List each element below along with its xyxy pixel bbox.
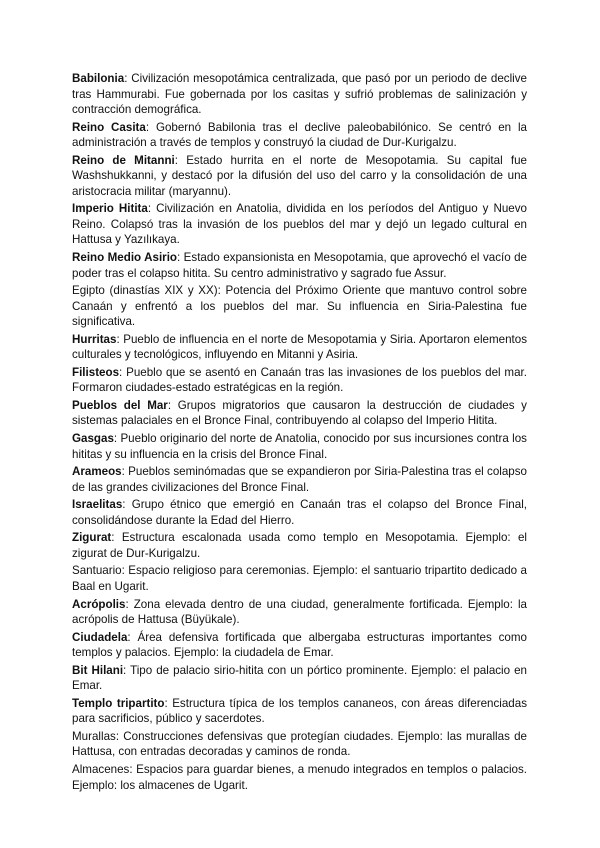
- entry-separator: :: [125, 597, 134, 611]
- entry-term: Templo tripartito: [72, 696, 165, 710]
- entry-definition: Gobernó Babilonia tras el declive paleobabilónico. Se centró en la administración a través de templos y construyó la ciudad de Dur-Kurigalzu.: [72, 120, 527, 150]
- entry-separator: :: [111, 531, 122, 545]
- entry-term: Reino Casita: [72, 120, 146, 134]
- entry-separator: :: [122, 498, 132, 512]
- entry-definition: Pueblos seminómadas que se expandieron por Siria-Palestina tras el colapso de las grandes civilizaciones del Bronce Final.: [72, 465, 527, 494]
- entry-definition: Estado expansionista en Mesopotamia, que aprovechó el vacío de poder tras el colapso hitita. Su centro administrativo y sagrado fue Assur.: [72, 251, 527, 280]
- glossary-entry-arameos: [72, 464, 527, 495]
- entry-separator: :: [127, 630, 138, 644]
- glossary-entry-zigurat: [72, 530, 527, 561]
- entry-definition: Grupo étnico que emergió en Canaán tras el colapso del Bronce Final, consolidándose durante la Edad del Hierro.: [72, 498, 527, 527]
- entry-term: Almacenes: [72, 762, 130, 776]
- glossary-entry-almacenes: [72, 762, 527, 793]
- glossary-entry-santuario: [72, 563, 527, 594]
- entry-definition: Grupos migratorios que causaron la destrucción de ciudades y sistemas palaciales en el Bronce Final, contribuyendo al colapso del Imperio Hitita.: [72, 398, 527, 428]
- entry-separator: :: [124, 72, 132, 85]
- entry-term: Bit Hilani: [72, 663, 124, 677]
- entry-separator: :: [119, 365, 127, 379]
- entry-definition: Estado hurrita en el norte de Mesopotamia. Su capital fue Washshukkanni, y destacó por la difusión del uso del carro y la consolidación de una aristocracia militar (maryannu).: [72, 153, 527, 198]
- entry-term: Israelitas: [72, 498, 123, 512]
- glossary-entry-filisteos: [72, 365, 527, 396]
- entry-term: Babilonia: [72, 72, 125, 85]
- entry-separator: :: [147, 202, 157, 216]
- glossary-entry-hurritas: [72, 332, 527, 363]
- entry-separator: :: [164, 696, 173, 710]
- entry-term: Santuario: [72, 564, 122, 578]
- document-page: [72, 71, 527, 795]
- entry-definition: Pueblo de influencia en el norte de Mesopotamia y Siria. Aportaron elementos culturales y tecnológicos, influyendo en Mitanni y Asiria.: [72, 332, 527, 362]
- glossary-entry-imperio-hitita: [72, 201, 527, 248]
- entry-definition: Potencia del Próximo Oriente que mantuvo control sobre Canaán y enfrentó a los pueblos del mar. Su influencia en Siria-Palestina fue significativa.: [72, 284, 527, 329]
- entry-separator: :: [121, 564, 129, 578]
- entry-separator: :: [217, 284, 226, 298]
- entry-separator: :: [174, 153, 187, 167]
- entry-separator: :: [145, 120, 156, 134]
- glossary-entry-acropolis: [72, 597, 527, 628]
- glossary-entry-reino-de-mitanni: [72, 153, 527, 200]
- entry-separator: :: [121, 465, 129, 479]
- entry-term: Reino Medio Asirio: [72, 251, 177, 265]
- glossary-entry-pueblos-del-mar: [72, 398, 527, 429]
- entry-definition: Área defensiva fortificada que albergaba estructuras importantes como templos y palacios. Ejemplo: la ciudadela de Emar.: [72, 630, 527, 660]
- entry-separator: :: [167, 398, 178, 412]
- entry-definition: Espacio religioso para ceremonias. Ejemplo: el santuario tripartito dedicado a Baal en Ugarit.: [72, 564, 527, 593]
- entry-term: Imperio Hitita: [72, 202, 148, 216]
- entry-definition: Pueblo originario del norte de Anatolia, conocido por sus incursiones contra los hititas y su influencia en la crisis del Bronce Final.: [72, 432, 527, 461]
- glossary-entry-templo-tripartito: [72, 696, 527, 727]
- entry-term: Egipto (dinastías XIX y XX): [72, 284, 218, 298]
- entry-term: Reino de Mitanni: [72, 153, 175, 167]
- entry-separator: :: [116, 332, 124, 346]
- entry-definition: Civilización mesopotámica centralizada, que pasó por un periodo de declive tras Hammurabi. Fue gobernada por los casitas y sufrió problemas de salinización y contracción demográfica.: [72, 72, 527, 117]
- entry-term: Gasgas: [72, 432, 114, 446]
- entry-definition: Estructura escalonada usada como templo en Mesopotamia. Ejemplo: el zigurat de Dur-Kurigalzu.: [72, 531, 527, 560]
- entry-term: Murallas: [72, 729, 116, 743]
- glossary-entry-israelitas: [72, 497, 527, 528]
- entry-definition: Construcciones defensivas que protegían ciudades. Ejemplo: las murallas de Hattusa, con entradas decoradas y caminos de ronda.: [72, 729, 527, 759]
- entry-term: Zigurat: [72, 531, 112, 545]
- entry-term: Hurritas: [72, 332, 117, 346]
- entry-definition: Zona elevada dentro de una ciudad, generalmente fortificada. Ejemplo: la acrópolis de Hattusa (Büyükale).: [72, 597, 527, 627]
- entry-definition: Civilización en Anatolia, dividida en los períodos del Antiguo y Nuevo Reino. Colapsó tras la invasión de los pueblos del mar y dejó un legado cultural en Hattusa y Yazılıkaya.: [72, 202, 527, 247]
- glossary-entry-murallas: [72, 729, 527, 760]
- glossary-entry-egipto: [72, 283, 527, 330]
- entry-definition: Pueblo que se asentó en Canaán tras las invasiones de los pueblos del mar. Formaron ciudades-estado estratégicas en la región.: [72, 365, 527, 395]
- entry-term: Pueblos del Mar: [72, 398, 168, 412]
- entry-separator: :: [115, 729, 124, 743]
- glossary-entry-ciudadela: [72, 630, 527, 661]
- entry-definition: Tipo de palacio sirio-hitita con un pórtico prominente. Ejemplo: el palacio en Emar.: [72, 663, 527, 693]
- entry-separator: :: [177, 251, 184, 265]
- entry-separator: :: [129, 762, 137, 776]
- entry-definition: Espacios para guardar bienes, a menudo integrados en templos o palacios. Ejemplo: los almacenes de Ugarit.: [72, 762, 527, 792]
- entry-term: Acrópolis: [72, 597, 126, 611]
- entry-term: Arameos: [72, 465, 122, 479]
- entry-term: Ciudadela: [72, 630, 128, 644]
- glossary-entry-bit-hilani: [72, 663, 527, 694]
- glossary-entry-reino-medio-asirio: [72, 250, 527, 281]
- glossary-entry-babilonia: [72, 71, 527, 118]
- entry-separator: :: [123, 663, 131, 677]
- entry-term: Filisteos: [72, 365, 120, 379]
- glossary-entry-gasgas: [72, 431, 527, 462]
- glossary-entry-reino-casita: [72, 120, 527, 151]
- entry-definition: Estructura típica de los templos cananeos, con áreas diferenciadas para sacrificios, público y sacerdotes.: [72, 696, 527, 726]
- entry-separator: :: [113, 432, 121, 446]
